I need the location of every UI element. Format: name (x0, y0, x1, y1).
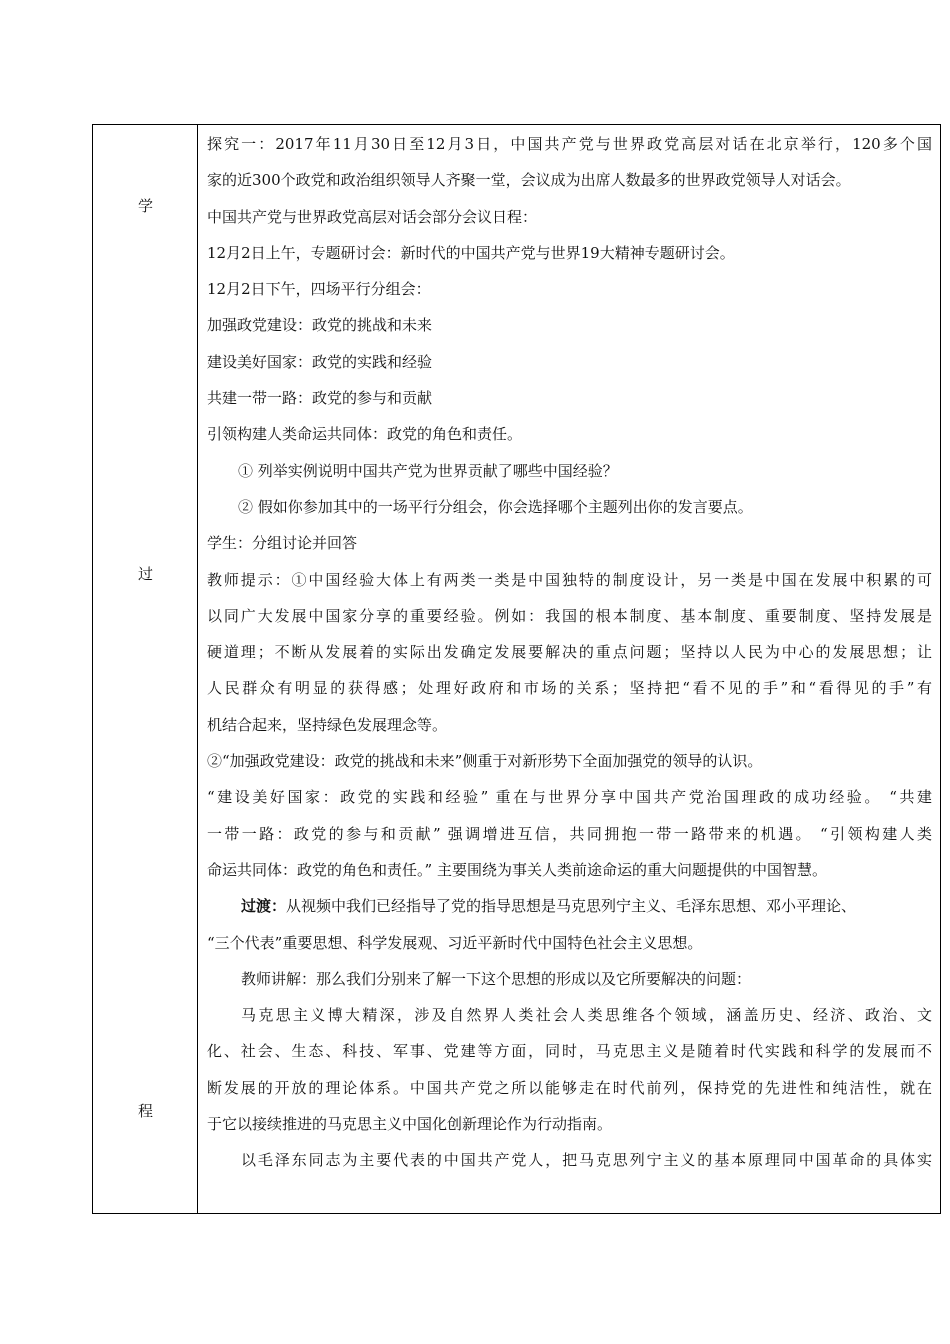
transition-text: 从视频中我们已经指导了党的指导思想是马克思列宁主义、毛泽东思想、邓小平理论、 (286, 897, 857, 916)
text-line: 一带一路：政党的参与和贡献” 强调增进互信，共同拥抱一带一路带来的机遇。 “引领构建人类 (207, 824, 932, 843)
text-line: 家的近300个政党和政治组织领导人齐聚一堂，会议成为出席人数最多的世界政党领导人对话会。 (207, 171, 851, 190)
transition-label: 过渡： (241, 897, 287, 916)
text-line: 机结合起来，坚持绿色发展理念等。 (207, 715, 448, 734)
text-line: 中国共产党与世界政党高层对话会部分会议日程： (207, 207, 538, 226)
lesson-content (199, 125, 940, 1213)
side-label-guo: 过 (137, 565, 153, 583)
text-line: 马克思主义博大精深，涉及自然界人类社会人类思维各个领域，涵盖历史、经济、政治、文 (241, 1006, 932, 1025)
text-line: 引领构建人类命运共同体：政党的角色和责任。 (207, 425, 523, 444)
text-line: 命运共同体：政党的角色和责任。” 主要围绕为事关人类前途命运的重大问题提供的中国智慧。 (207, 860, 827, 879)
text-line: 共建一带一路：政党的参与和贡献 (207, 389, 433, 408)
question-1: ① 列举实例说明中国共产党为世界贡献了哪些中国经验？ (238, 461, 618, 480)
side-label-cheng: 程 (137, 1102, 153, 1120)
teacher-explanation: 教师讲解：那么我们分别来了解一下这个思想的形成以及它所要解决的问题： (241, 969, 752, 988)
text-line: 人民群众有明显的获得感；处理好政府和市场的关系；坚持把“看不见的手”和“看得见的手”有 (207, 679, 932, 698)
transition-line (207, 891, 932, 927)
text-line: 教师提示：①中国经验大体上有两类一类是中国独特的制度设计，另一类是中国在发展中积累的可 (207, 570, 932, 589)
text-line: 以同广大发展中国家分享的重要经验。例如：我国的根本制度、基本制度、重要制度、坚持发展是 (207, 606, 932, 625)
text-line: 建设美好国家：政党的实践和经验 (207, 352, 433, 371)
text-line: 12月2日下午，四场平行分组会： (207, 280, 431, 299)
text-line: 以毛泽东同志为主要代表的中国共产党人，把马克思列宁主义的基本原理同中国革命的具体实 (241, 1151, 932, 1170)
lesson-table (92, 124, 941, 1214)
text-line: 硬道理；不断从发展着的实际出发确定发展要解决的重点问题；坚持以人民为中心的发展思想；让 (207, 643, 932, 662)
question-2: ② 假如你参加其中的一场平行分组会，你会选择哪个主题列出你的发言要点。 (238, 497, 753, 516)
student-activity: 学生：分组讨论并回答 (207, 534, 358, 553)
section-label-column (93, 125, 198, 1213)
text-line: 断发展的开放的理论体系。中国共产党之所以能够走在时代前列，保持党的先进性和纯洁性，就在 (207, 1078, 932, 1097)
text-line: “三个代表”重要思想、科学发展观、习近平新时代中国特色社会主义思想。 (207, 933, 703, 952)
text-line: ②“加强政党建设：政党的挑战和未来”侧重于对新形势下全面加强党的领导的认识。 (207, 752, 763, 771)
text-line: “建设美好国家：政党的实践和经验” 重在与世界分享中国共产党治国理政的成功经验。 “共建 (207, 788, 932, 807)
text-line: 探究一：2017年11月30日至12月3日，中国共产党与世界政党高层对话在北京举行，120多个国 (207, 135, 932, 153)
text-line: 加强政党建设：政党的挑战和未来 (207, 316, 433, 335)
text-line: 化、社会、生态、科技、军事、党建等方面，同时，马克思主义是随着时代实践和科学的发展而不 (207, 1042, 932, 1061)
text-line: 12月2日上午，专题研讨会：新时代的中国共产党与世界19大精神专题研讨会。 (207, 243, 735, 262)
text-line: 于它以接续推进的马克思主义中国化创新理论作为行动指南。 (207, 1115, 613, 1134)
side-label-xue: 学 (137, 197, 153, 215)
